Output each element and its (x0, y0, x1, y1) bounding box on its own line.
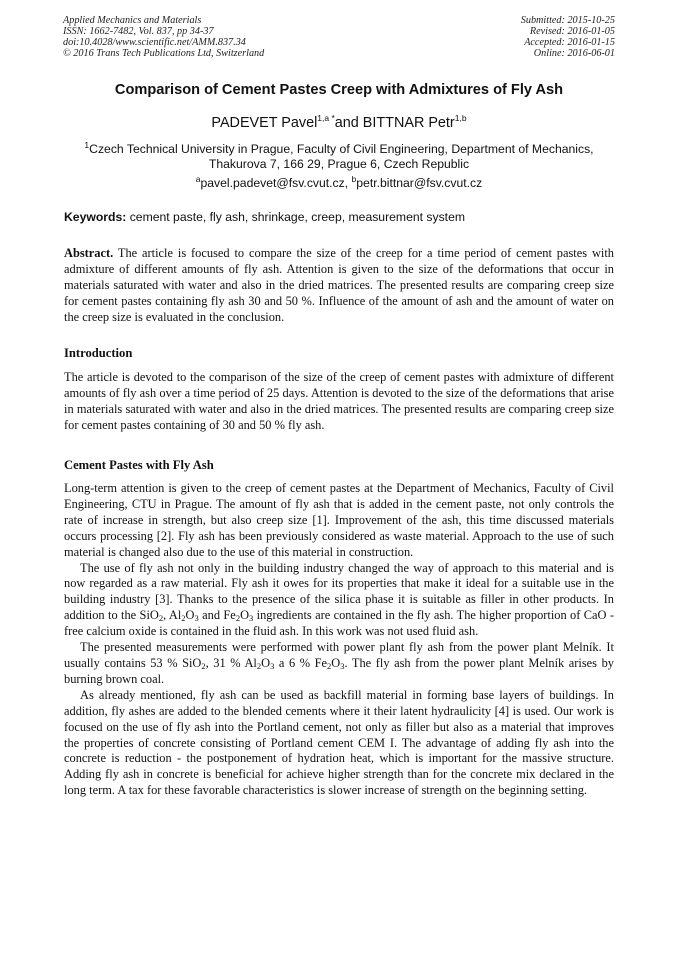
email-line (0, 174, 678, 190)
journal-header (63, 15, 264, 59)
accepted-date: Accepted: 2016-01-15 (524, 37, 615, 48)
keywords (64, 210, 624, 224)
affiliation (40, 138, 638, 172)
issn-line: ISSN: 1662-7482, Vol. 837, pp 34-37 (63, 26, 214, 37)
email-b-sup: b (351, 174, 357, 184)
cement-paragraph-1: Long-term attention is given to the creep of cement pastes at the Department of Mechanics, Faculty of Civil Engineering, CTU in Prague. The amount of fly ash that is added in the cement paste, not only controls the rate of increase in strength, but also creep size [1]. Improvement of the ash, this time discussed materials occurs processing [2]. Fly ash has been previously considered as waste material. Approach to the use of such material is changed also due to the use of this material in construction. (64, 481, 614, 559)
paper-title: Comparison of Cement Pastes Creep with Admixtures of Fly Ash (114, 82, 564, 98)
doi-line: doi:10.4028/www.scientific.net/AMM.837.34 (63, 37, 246, 48)
author-1-affil: 1,a * (317, 113, 335, 123)
affiliation-line-2: Thakurova 7, 166 29, Prague 6, Czech Republic (208, 157, 470, 172)
cement-paragraph-3: The presented measurements were performed with power plant fly ash from the power plant Melník. It usually contains 53 % SiO$_2$, 31 % $Al_2O_3$ a 6 % $Fe_2O_3$. The fly ash from the power plant Melník arises by burning brown coal. (64, 640, 614, 686)
author-connector: and BITTNAR Petr (334, 114, 455, 131)
introduction-heading: Introduction (64, 346, 133, 360)
affiliation-sup: 1 (84, 140, 90, 150)
cement-paragraph-4: As already mentioned, fly ash can be used as backfill material in forming base layers of buildings. In addition, fly ashes are added to the blended cements where it their latent hydraulicity [4] is used. Our work is focused on the use of fly ash into the Portland cement, not only as filler but also as a material that improves the properties of concrete consisting of Portland cement CEM I. The advantage of adding fly ash into the concrete is reduction - the postponement of hydration heat, which is important for the massive structure. Adding fly ash in concrete is beneficial for achieve higher strength than for the concrete mix declared in the long term. A tax for these favorable characteristics is slower increase of strength on the beginning setting. (64, 687, 614, 798)
submitted-date: Submitted: 2015-10-25 (520, 15, 615, 26)
abstract (64, 246, 614, 326)
online-date: Online: 2016-06-01 (533, 48, 615, 59)
author-2-affil: 1,b (454, 113, 467, 123)
email-b: petr.bittnar@fsv.cvut.cz (356, 176, 483, 191)
cement-section-heading: Cement Pastes with Fly Ash (64, 458, 214, 472)
author-1: PADEVET Pavel (211, 114, 318, 131)
abstract-text: The article is focused to compare the size of the creep for a time period of cement pastes with admixture of different amounts of fly ash. Attention is given to the size of the deformations that occur in materials saturated with water and also in the dried matrices. The presented results are comparing creep size for cement pastes containing fly ash 30 and 50 %. Influence of the amount of ash and the amount of water on the creep size is evaluated in the conclusion. (64, 246, 614, 324)
cement-section-body (64, 481, 614, 799)
revised-date: Revised: 2016-01-05 (529, 26, 615, 37)
abstract-label: Abstract. (64, 246, 114, 260)
dates-header (521, 15, 615, 59)
copyright-line: © 2016 Trans Tech Publications Ltd, Switzerland (63, 48, 265, 59)
keywords-text: cement paste, fly ash, shrinkage, creep, measurement system (126, 210, 466, 224)
author-line (0, 113, 678, 131)
journal-name: Applied Mechanics and Materials (63, 15, 202, 26)
keywords-label: Keywords: (64, 210, 127, 224)
cement-paragraph-2: The use of fly ash not only in the building industry changed the way of approach to this material and is now regarded as a raw material. Fly ash it owes for its properties that make it ideal for a suitable use in the building industry [3]. Thanks to the presence of the silica phase it is suitable as filler in other products. In addition to the SiO$_2$, $Al_2O_3$ and $Fe_2O_3$ ingredients are contained in the fly ash. The higher proportion of CaO - free calcium oxide is contained in the fluid ash. In this work was not used fluid ash. (64, 560, 614, 639)
introduction-text: The article is devoted to the comparison of the size of the creep of cement pastes with admixture of different amounts of fly ash over a time period of 25 days. Attention is devoted to the size of the deformations that arise in materials saturated with water and also in the dried matrices. The presented results are comparing creep size for cement pastes containing of 30 and 50 % fly ash. (64, 370, 614, 432)
email-a: pavel.padevet@fsv.cvut.cz, (200, 176, 352, 191)
email-a-sup: a (195, 174, 201, 184)
affiliation-line-1: Czech Technical University in Prague, Faculty of Civil Engineering, Department of Mechanics, (89, 142, 594, 157)
